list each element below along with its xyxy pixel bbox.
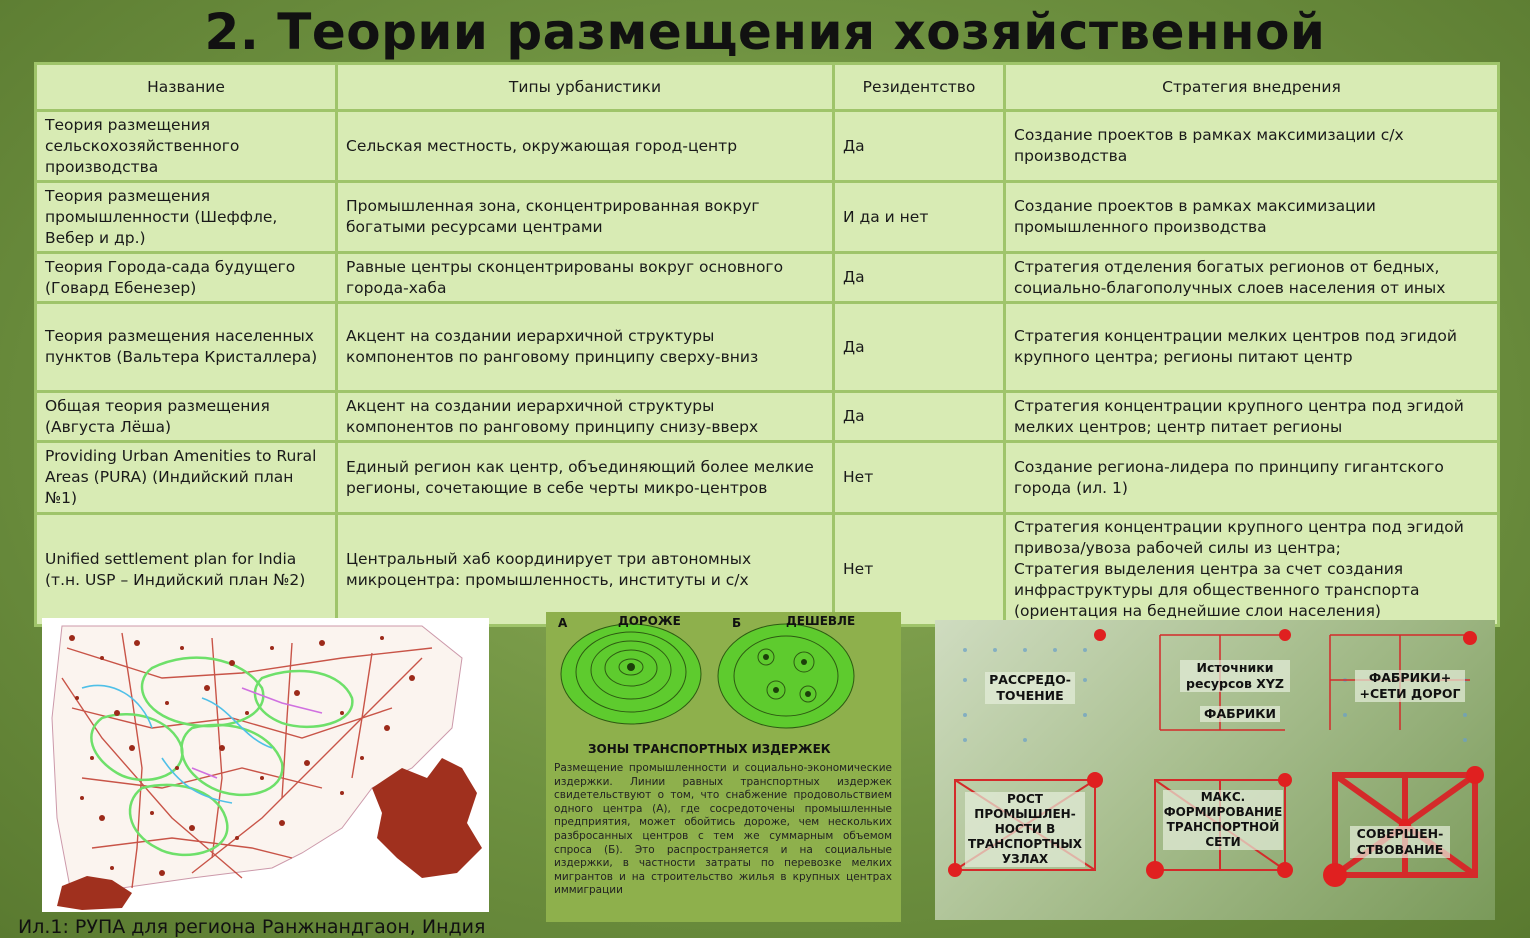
table-header-row (36, 64, 1499, 111)
zones-figure-title: ЗОНЫ ТРАНСПОРТНЫХ ИЗДЕРЖЕК (588, 742, 831, 756)
slide-title: 2. Теории размещения хозяйственной (204, 3, 1326, 61)
zone-b-label: ДЕШЕВЛЕ (786, 614, 856, 628)
header-name: Название (36, 64, 337, 111)
cell-name: Unified settlement plan for India (т.н. USP – Индийский план №2) (36, 514, 337, 626)
cell-name: Теория Города-сада будущего (Говард Ебенезер) (36, 253, 337, 303)
cell-strategy: Стратегия концентрации крупного центра под эгидой мелких центров; центр питает регионы (1005, 392, 1499, 442)
net-label-factories-roads: ФАБРИКИ+ +СЕТИ ДОРОГ (1355, 670, 1465, 702)
cell-residency: Нет (834, 514, 1005, 626)
cell-name: Теория размещения сельскохозяйственного производства (36, 111, 337, 182)
table-row (36, 111, 1499, 182)
cell-residency: И да и нет (834, 182, 1005, 253)
net-label-industry-growth: РОСТ ПРОМЫШЛЕН- НОСТИ В ТРАНСПОРТНЫХ УЗЛАХ (965, 792, 1085, 867)
cell-residency: Да (834, 253, 1005, 303)
cell-strategy: Создание проектов в рамках максимизации с/х производства (1005, 111, 1499, 182)
net-label-resources: Источники ресурсов XYZ (1180, 660, 1290, 692)
table-row (36, 514, 1499, 626)
cell-urban-type: Единый регион как центр, объединяющий более мелкие регионы, сочетающие в себе черты микро-центров (337, 442, 834, 514)
transport-cost-zones-figure (546, 612, 901, 922)
table-row (36, 253, 1499, 303)
network-development-figure (935, 620, 1495, 920)
cell-strategy: Стратегия концентрации мелких центров под эгидой крупного центра; регионы питают центр (1005, 303, 1499, 392)
zone-a-label: ДОРОЖЕ (618, 614, 681, 628)
cell-urban-type: Центральный хаб координирует три автономных микроцентра: промышленность, институты и с/х (337, 514, 834, 626)
header-strategy: Стратегия внедрения (1005, 64, 1499, 111)
cell-strategy: Создание региона-лидера по принципу гигантского города (ил. 1) (1005, 442, 1499, 514)
net-label-improvement: СОВЕРШЕН- СТВОВАНИЕ (1350, 826, 1450, 858)
net-label-factories: ФАБРИКИ (1200, 706, 1280, 722)
zone-b-letter: Б (732, 616, 742, 630)
pura-region-map (42, 618, 489, 912)
cell-name: Providing Urban Amenities to Rural Areas (PURA) (Индийский план №1) (36, 442, 337, 514)
table-row (36, 442, 1499, 514)
map-graphic (42, 618, 489, 912)
header-residency: Резидентство (834, 64, 1005, 111)
cell-urban-type: Акцент на создании иерархичной структуры компонентов по ранговому принципу сверху-вниз (337, 303, 834, 392)
cell-name: Теория размещения промышленности (Шеффле, Вебер и др.) (36, 182, 337, 253)
cell-residency: Да (834, 111, 1005, 182)
net-label-dispersal: РАССРЕДО- ТОЧЕНИЕ (985, 672, 1075, 704)
cell-urban-type: Сельская местность, окружающая город-центр (337, 111, 834, 182)
cell-name: Теория размещения населенных пунктов (Вальтера Кристаллера) (36, 303, 337, 392)
table-row (36, 182, 1499, 253)
table-row (36, 303, 1499, 392)
cell-strategy: Создание проектов в рамках максимизации промышленного производства (1005, 182, 1499, 253)
cell-urban-type: Промышленная зона, сконцентрированная вокруг богатыми ресурсами центрами (337, 182, 834, 253)
cell-name: Общая теория размещения (Августа Лёша) (36, 392, 337, 442)
cell-residency: Нет (834, 442, 1005, 514)
map-caption: Ил.1: РУПА для региона Ранжнандгаон, Индия (18, 916, 486, 938)
zones-figure-text: Размещение промышленности и социально-экономические издержки. Линии равных транспортных издержек свидетельствуют о том, что снабжение продовольствием одного центра (А), где сосредоточены промышленные предприятия, может обойтись дороже, чем нескольких разбросанных центров с тем же суммарным объемом спроса (Б). Это распространяется и на социальные издержки, в частности затраты по перевозке мелких мигрантов и на строительство жилья в крупных центрах иммиграции (554, 762, 892, 897)
cell-urban-type: Акцент на создании иерархичной структуры компонентов по ранговому принципу снизу-вверх (337, 392, 834, 442)
isoline-graphic (546, 612, 901, 752)
header-urban-types: Типы урбанистики (337, 64, 834, 111)
zone-a-letter: А (558, 616, 568, 630)
cell-residency: Да (834, 392, 1005, 442)
net-label-max-network: МАКС. ФОРМИРОВАНИЕ ТРАНСПОРТНОЙ СЕТИ (1163, 790, 1283, 849)
cell-strategy: Стратегия отделения богатых регионов от бедных, социально-благополучных слоев населения от иных (1005, 253, 1499, 303)
table-row (36, 392, 1499, 442)
cell-strategy: Стратегия концентрации крупного центра под эгидой привоза/увоза рабочей силы из центра; Стратегия выделения центра за счет создания инфраструктуры для общественного транспорта (ориентация на беднейшие слои населения) (1005, 514, 1499, 626)
theories-table (34, 62, 1500, 627)
cell-urban-type: Равные центры сконцентрированы вокруг основного города-хаба (337, 253, 834, 303)
cell-residency: Да (834, 303, 1005, 392)
